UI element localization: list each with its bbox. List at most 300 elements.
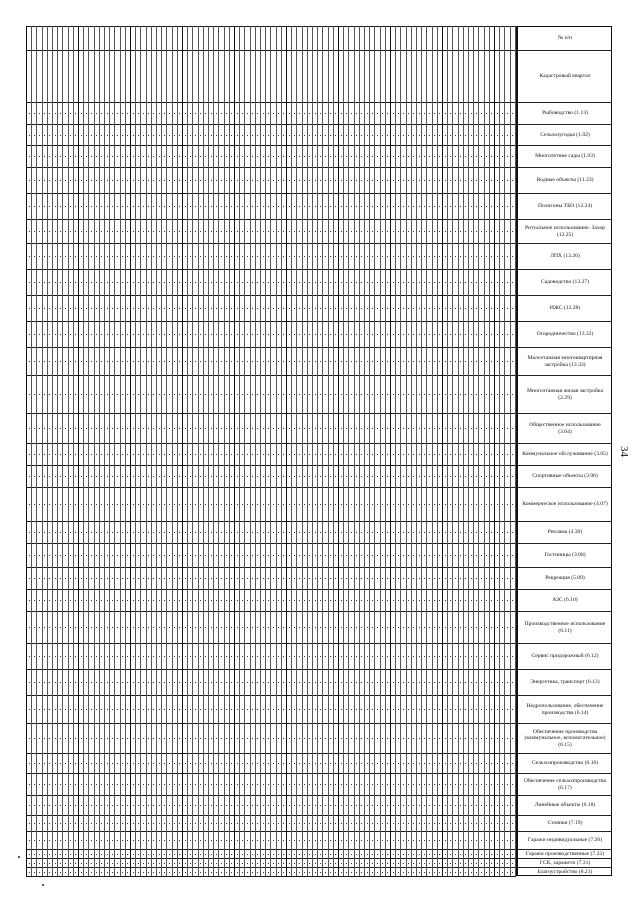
empty-cell-mark — [486, 823, 487, 824]
empty-cell-mark — [465, 840, 466, 841]
empty-cell-mark — [325, 600, 326, 601]
empty-cell-mark — [86, 656, 87, 657]
empty-cell-mark — [86, 231, 87, 232]
empty-cell-mark — [367, 532, 368, 533]
empty-cell-mark — [169, 361, 170, 362]
empty-cell-mark — [273, 113, 274, 114]
empty-cell-mark — [439, 872, 440, 873]
empty-cell-mark — [221, 476, 222, 477]
empty-cell-mark — [455, 555, 456, 556]
empty-cell-mark — [138, 454, 139, 455]
empty-cell-mark — [34, 656, 35, 657]
empty-cell-mark — [221, 600, 222, 601]
empty-cell-mark — [117, 763, 118, 764]
empty-cell-mark — [81, 454, 82, 455]
empty-cell-mark — [122, 656, 123, 657]
empty-cell-mark — [476, 738, 477, 739]
empty-cell-mark — [221, 156, 222, 157]
empty-cell-mark — [294, 135, 295, 136]
empty-cell-mark — [112, 180, 113, 181]
empty-cell-mark — [387, 872, 388, 873]
empty-cell-mark — [138, 476, 139, 477]
table-record-line — [322, 26, 323, 876]
empty-cell-mark — [148, 308, 149, 309]
empty-cell-mark — [398, 135, 399, 136]
empty-cell-mark — [257, 682, 258, 683]
empty-cell-mark — [481, 504, 482, 505]
empty-cell-mark — [216, 334, 217, 335]
empty-cell-mark — [320, 454, 321, 455]
empty-cell-mark — [361, 532, 362, 533]
empty-cell-mark — [39, 656, 40, 657]
empty-cell-mark — [231, 784, 232, 785]
empty-cell-mark — [325, 476, 326, 477]
empty-cell-mark — [460, 308, 461, 309]
empty-cell-mark — [356, 180, 357, 181]
empty-cell-mark — [465, 872, 466, 873]
empty-cell-mark — [361, 394, 362, 395]
empty-cell-mark — [372, 334, 373, 335]
empty-cell-mark — [159, 709, 160, 710]
empty-cell-mark — [86, 454, 87, 455]
empty-cell-mark — [502, 454, 503, 455]
empty-cell-mark — [174, 682, 175, 683]
empty-cell-mark — [304, 282, 305, 283]
empty-cell-mark — [351, 256, 352, 257]
empty-cell-mark — [148, 555, 149, 556]
empty-cell-mark — [263, 555, 264, 556]
empty-cell-mark — [127, 555, 128, 556]
empty-cell-mark — [268, 578, 269, 579]
empty-cell-mark — [341, 206, 342, 207]
empty-cell-mark — [237, 206, 238, 207]
empty-cell-mark — [325, 428, 326, 429]
empty-cell-mark — [330, 206, 331, 207]
empty-cell-mark — [351, 805, 352, 806]
empty-cell-mark — [49, 763, 50, 764]
empty-cell-mark — [39, 840, 40, 841]
empty-cell-mark — [377, 863, 378, 864]
empty-cell-mark — [169, 823, 170, 824]
empty-cell-mark — [309, 334, 310, 335]
empty-cell-mark — [231, 394, 232, 395]
empty-cell-mark — [55, 180, 56, 181]
empty-cell-mark — [44, 763, 45, 764]
empty-cell-mark — [455, 361, 456, 362]
empty-cell-mark — [153, 231, 154, 232]
empty-cell-mark — [179, 682, 180, 683]
empty-cell-mark — [283, 180, 284, 181]
empty-cell-mark — [398, 840, 399, 841]
empty-cell-mark — [60, 863, 61, 864]
empty-cell-mark — [101, 784, 102, 785]
empty-cell-mark — [112, 532, 113, 533]
empty-cell-mark — [242, 854, 243, 855]
empty-cell-mark — [486, 135, 487, 136]
empty-cell-mark — [367, 627, 368, 628]
empty-cell-mark — [117, 600, 118, 601]
empty-cell-mark — [86, 555, 87, 556]
empty-cell-mark — [263, 361, 264, 362]
empty-cell-mark — [221, 135, 222, 136]
empty-cell-mark — [382, 428, 383, 429]
empty-cell-mark — [195, 180, 196, 181]
empty-cell-mark — [257, 135, 258, 136]
empty-cell-mark — [434, 854, 435, 855]
empty-cell-mark — [55, 308, 56, 309]
empty-cell-mark — [117, 840, 118, 841]
empty-cell-mark — [55, 394, 56, 395]
empty-cell-mark — [143, 394, 144, 395]
empty-cell-mark — [117, 784, 118, 785]
empty-cell-mark — [325, 627, 326, 628]
empty-cell-mark — [330, 476, 331, 477]
empty-cell-mark — [445, 476, 446, 477]
empty-cell-mark — [346, 156, 347, 157]
empty-cell-mark — [294, 206, 295, 207]
empty-cell-mark — [127, 805, 128, 806]
empty-cell-mark — [107, 113, 108, 114]
empty-cell-mark — [237, 600, 238, 601]
empty-cell-mark — [497, 763, 498, 764]
empty-cell-mark — [257, 282, 258, 283]
empty-cell-mark — [49, 476, 50, 477]
empty-cell-mark — [211, 206, 212, 207]
empty-cell-mark — [65, 600, 66, 601]
empty-cell-mark — [304, 555, 305, 556]
empty-cell-mark — [112, 854, 113, 855]
empty-cell-mark — [403, 206, 404, 207]
empty-cell-mark — [39, 504, 40, 505]
empty-cell-mark — [315, 532, 316, 533]
empty-cell-mark — [226, 872, 227, 873]
empty-cell-mark — [481, 656, 482, 657]
empty-cell-mark — [377, 738, 378, 739]
empty-cell-mark — [335, 532, 336, 533]
empty-cell-mark — [393, 135, 394, 136]
empty-cell-mark — [39, 738, 40, 739]
empty-cell-mark — [299, 504, 300, 505]
empty-cell-mark — [185, 854, 186, 855]
empty-cell-mark — [65, 682, 66, 683]
empty-cell-mark — [226, 113, 227, 114]
empty-cell-mark — [91, 532, 92, 533]
empty-cell-mark — [403, 282, 404, 283]
empty-cell-mark — [491, 428, 492, 429]
empty-cell-mark — [294, 872, 295, 873]
empty-cell-mark — [257, 256, 258, 257]
empty-cell-mark — [408, 555, 409, 556]
empty-cell-mark — [226, 840, 227, 841]
empty-cell-mark — [273, 256, 274, 257]
empty-cell-mark — [86, 627, 87, 628]
empty-cell-mark — [403, 738, 404, 739]
empty-cell-mark — [403, 627, 404, 628]
empty-cell-mark — [278, 135, 279, 136]
empty-cell-mark — [361, 738, 362, 739]
empty-cell-mark — [96, 361, 97, 362]
empty-cell-mark — [502, 308, 503, 309]
empty-cell-mark — [507, 784, 508, 785]
empty-cell-mark — [387, 578, 388, 579]
empty-cell-mark — [138, 578, 139, 579]
empty-cell-mark — [29, 738, 30, 739]
empty-cell-mark — [231, 308, 232, 309]
empty-cell-mark — [127, 180, 128, 181]
empty-cell-mark — [49, 863, 50, 864]
empty-cell-mark — [127, 308, 128, 309]
empty-cell-mark — [190, 840, 191, 841]
empty-cell-mark — [507, 256, 508, 257]
empty-cell-mark — [205, 627, 206, 628]
empty-cell-mark — [465, 308, 466, 309]
empty-cell-mark — [44, 206, 45, 207]
empty-cell-mark — [450, 805, 451, 806]
empty-cell-mark — [393, 738, 394, 739]
empty-cell-mark — [330, 504, 331, 505]
empty-cell-mark — [294, 532, 295, 533]
empty-cell-mark — [252, 361, 253, 362]
empty-cell-mark — [65, 578, 66, 579]
empty-cell-mark — [268, 206, 269, 207]
empty-cell-mark — [138, 738, 139, 739]
empty-cell-mark — [263, 256, 264, 257]
empty-cell-mark — [252, 555, 253, 556]
empty-cell-mark — [361, 476, 362, 477]
empty-cell-mark — [231, 682, 232, 683]
empty-cell-mark — [91, 840, 92, 841]
empty-cell-mark — [91, 180, 92, 181]
empty-cell-mark — [226, 682, 227, 683]
empty-cell-mark — [153, 394, 154, 395]
empty-cell-mark — [34, 454, 35, 455]
column-headers — [516, 26, 612, 876]
empty-cell-mark — [382, 840, 383, 841]
empty-cell-mark — [434, 805, 435, 806]
empty-cell-mark — [185, 428, 186, 429]
empty-cell-mark — [429, 206, 430, 207]
empty-cell-mark — [283, 428, 284, 429]
empty-cell-mark — [460, 784, 461, 785]
empty-cell-mark — [367, 476, 368, 477]
empty-cell-mark — [429, 180, 430, 181]
empty-cell-mark — [403, 840, 404, 841]
empty-cell-mark — [439, 394, 440, 395]
empty-cell-mark — [460, 840, 461, 841]
empty-cell-mark — [101, 738, 102, 739]
empty-cell-mark — [341, 113, 342, 114]
empty-cell-mark — [86, 282, 87, 283]
empty-cell-mark — [439, 863, 440, 864]
empty-cell-mark — [70, 361, 71, 362]
empty-cell-mark — [403, 656, 404, 657]
empty-cell-mark — [304, 578, 305, 579]
empty-cell-mark — [398, 600, 399, 601]
empty-cell-mark — [450, 763, 451, 764]
empty-cell-mark — [268, 113, 269, 114]
empty-cell-mark — [159, 627, 160, 628]
empty-cell-mark — [367, 763, 368, 764]
empty-cell-mark — [481, 854, 482, 855]
empty-cell-mark — [231, 805, 232, 806]
empty-cell-mark — [465, 394, 466, 395]
empty-cell-mark — [434, 231, 435, 232]
empty-cell-mark — [481, 532, 482, 533]
empty-cell-mark — [351, 454, 352, 455]
empty-cell-mark — [299, 863, 300, 864]
empty-cell-mark — [55, 476, 56, 477]
empty-cell-mark — [252, 532, 253, 533]
empty-cell-mark — [268, 476, 269, 477]
empty-cell-mark — [60, 738, 61, 739]
empty-cell-mark — [81, 504, 82, 505]
empty-cell-mark — [55, 555, 56, 556]
empty-cell-mark — [127, 394, 128, 395]
empty-cell-mark — [164, 308, 165, 309]
empty-cell-mark — [112, 784, 113, 785]
empty-cell-mark — [169, 231, 170, 232]
empty-cell-mark — [190, 428, 191, 429]
empty-cell-mark — [252, 394, 253, 395]
empty-cell-mark — [44, 334, 45, 335]
empty-cell-mark — [216, 823, 217, 824]
empty-cell-mark — [476, 854, 477, 855]
empty-cell-mark — [283, 840, 284, 841]
empty-cell-mark — [299, 854, 300, 855]
empty-cell-mark — [507, 863, 508, 864]
empty-cell-mark — [164, 627, 165, 628]
empty-cell-mark — [497, 854, 498, 855]
table-record-line — [234, 26, 235, 876]
empty-cell-mark — [96, 763, 97, 764]
empty-cell-mark — [497, 863, 498, 864]
empty-cell-mark — [476, 476, 477, 477]
empty-cell-mark — [393, 282, 394, 283]
empty-cell-mark — [304, 113, 305, 114]
empty-cell-mark — [164, 532, 165, 533]
empty-cell-mark — [242, 231, 243, 232]
empty-cell-mark — [159, 840, 160, 841]
empty-cell-mark — [419, 627, 420, 628]
empty-cell-mark — [70, 282, 71, 283]
empty-cell-mark — [429, 784, 430, 785]
empty-cell-mark — [450, 231, 451, 232]
empty-cell-mark — [179, 113, 180, 114]
empty-cell-mark — [127, 256, 128, 257]
empty-cell-mark — [419, 206, 420, 207]
empty-cell-mark — [309, 428, 310, 429]
empty-cell-mark — [429, 627, 430, 628]
empty-cell-mark — [247, 282, 248, 283]
empty-cell-mark — [367, 361, 368, 362]
empty-cell-mark — [309, 784, 310, 785]
empty-cell-mark — [112, 282, 113, 283]
empty-cell-mark — [315, 840, 316, 841]
empty-cell-mark — [112, 627, 113, 628]
empty-cell-mark — [424, 763, 425, 764]
empty-cell-mark — [424, 308, 425, 309]
empty-cell-mark — [424, 823, 425, 824]
empty-cell-mark — [387, 840, 388, 841]
empty-cell-mark — [393, 823, 394, 824]
empty-cell-mark — [408, 600, 409, 601]
header-c2-29: Многоэтажная жилая застройка (2.29) — [518, 376, 612, 414]
empty-cell-mark — [408, 454, 409, 455]
empty-cell-mark — [127, 840, 128, 841]
empty-cell-mark — [34, 863, 35, 864]
empty-cell-mark — [273, 504, 274, 505]
empty-cell-mark — [367, 784, 368, 785]
empty-cell-mark — [283, 361, 284, 362]
empty-cell-mark — [304, 308, 305, 309]
empty-cell-mark — [330, 394, 331, 395]
empty-cell-mark — [174, 738, 175, 739]
empty-cell-mark — [237, 872, 238, 873]
empty-cell-mark — [242, 805, 243, 806]
empty-cell-mark — [153, 361, 154, 362]
table-record-line — [468, 26, 469, 876]
empty-cell-mark — [195, 476, 196, 477]
empty-cell-mark — [471, 476, 472, 477]
empty-cell-mark — [81, 656, 82, 657]
empty-cell-mark — [367, 206, 368, 207]
empty-cell-mark — [247, 476, 248, 477]
empty-cell-mark — [299, 738, 300, 739]
empty-cell-mark — [393, 709, 394, 710]
empty-cell-mark — [185, 308, 186, 309]
empty-cell-mark — [299, 476, 300, 477]
empty-cell-mark — [486, 682, 487, 683]
empty-cell-mark — [112, 206, 113, 207]
empty-cell-mark — [502, 738, 503, 739]
empty-cell-mark — [512, 627, 513, 628]
empty-cell-mark — [107, 504, 108, 505]
empty-cell-mark — [476, 256, 477, 257]
empty-cell-mark — [387, 504, 388, 505]
empty-cell-mark — [382, 206, 383, 207]
empty-cell-mark — [55, 361, 56, 362]
empty-cell-mark — [164, 600, 165, 601]
empty-cell-mark — [304, 872, 305, 873]
empty-cell-mark — [252, 784, 253, 785]
empty-cell-mark — [278, 231, 279, 232]
empty-cell-mark — [372, 180, 373, 181]
empty-cell-mark — [507, 308, 508, 309]
empty-cell-mark — [356, 578, 357, 579]
empty-cell-mark — [351, 863, 352, 864]
empty-cell-mark — [512, 872, 513, 873]
empty-cell-mark — [507, 709, 508, 710]
empty-cell-mark — [153, 334, 154, 335]
empty-cell-mark — [434, 738, 435, 739]
empty-cell-mark — [226, 532, 227, 533]
empty-cell-mark — [335, 555, 336, 556]
empty-cell-mark — [346, 682, 347, 683]
empty-cell-mark — [237, 555, 238, 556]
empty-cell-mark — [320, 872, 321, 873]
empty-cell-mark — [169, 709, 170, 710]
empty-cell-mark — [216, 872, 217, 873]
empty-cell-mark — [216, 282, 217, 283]
empty-cell-mark — [299, 872, 300, 873]
empty-cell-mark — [231, 334, 232, 335]
empty-cell-mark — [263, 763, 264, 764]
empty-cell-mark — [211, 854, 212, 855]
empty-cell-mark — [387, 709, 388, 710]
empty-cell-mark — [377, 231, 378, 232]
empty-cell-mark — [299, 784, 300, 785]
empty-cell-mark — [387, 805, 388, 806]
